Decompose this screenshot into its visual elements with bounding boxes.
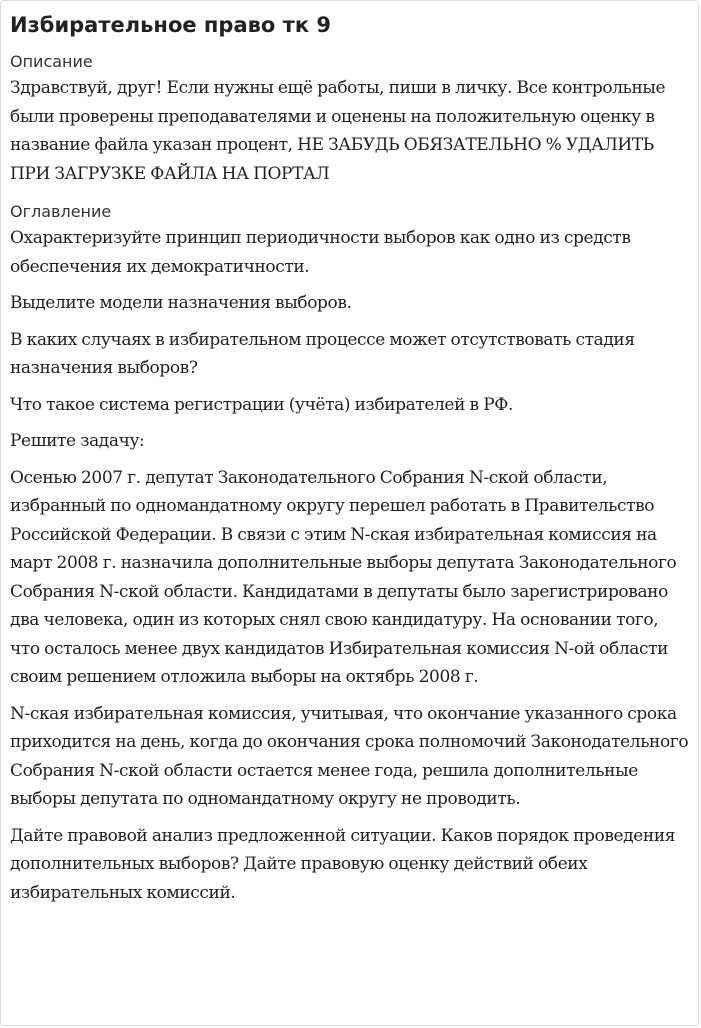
description-label: Описание	[10, 52, 93, 71]
toc-paragraph-1: Охарактеризуйте принцип периодичности выборов как одно из средств обеспечения их демократичности.	[10, 228, 631, 277]
toc-paragraph-5: Решите задачу:	[10, 431, 145, 451]
toc-paragraph-2: Выделите модели назначения выборов.	[10, 293, 352, 313]
toc-paragraph-7: N-ская избирательная комиссия, учитывая, что окончание указанного срока приходится на день, когда до окончания срока полномочий Законодательного Собрания N-ской области остается менее года, решила дополнительные выборы депутата по одномандатному округу не проводить.	[10, 703, 689, 809]
description-text: Здравствуй, друг! Если нужны ещё работы, пиши в личку. Все контрольные были проверены преподавателями и оценены на положительную оценку в название файла указан процент, НЕ ЗАБУДЬ ОБЯЗАТЕЛЬНО % УДАЛИТЬ ПРИ ЗАГРУЗКЕ ФАЙЛА НА ПОРТАЛ	[10, 78, 666, 184]
toc-paragraph-8: Дайте правовой анализ предложенной ситуации. Каков порядок проведения дополнительных выборов? Дайте правовую оценку действий обеих избирательных комиссий.	[10, 825, 676, 903]
table-of-contents-section	[10, 202, 689, 907]
document-title: Избирательное право тк 9	[10, 13, 332, 37]
toc-paragraph-4: Что такое система регистрации (учёта) избирателей в РФ.	[10, 394, 513, 415]
toc-paragraph-3: В каких случаях в избирательном процессе может отсутствовать стадия назначения выборов?	[10, 329, 635, 378]
description-section	[10, 52, 689, 188]
toc-label: Оглавление	[10, 202, 112, 221]
toc-paragraph-6: Осенью 2007 г. депутат Законодательного Собрания N-ской области, избранный по одномандатному округу перешел работать в Правительство Российской Федерации. В связи с этим N-ская избирательная комиссия на март 2008 г. назначила дополнительные выборы депутата Законодательного Собрания N-ской области. Кандидатами в депутаты было зарегистрировано два человека, один из которых снял свою кандидатуру. На основании того, что осталось менее двух кандидатов Избирательная комиссия N-ой области своим решением отложила выборы на октябрь 2008 г.	[10, 467, 677, 687]
